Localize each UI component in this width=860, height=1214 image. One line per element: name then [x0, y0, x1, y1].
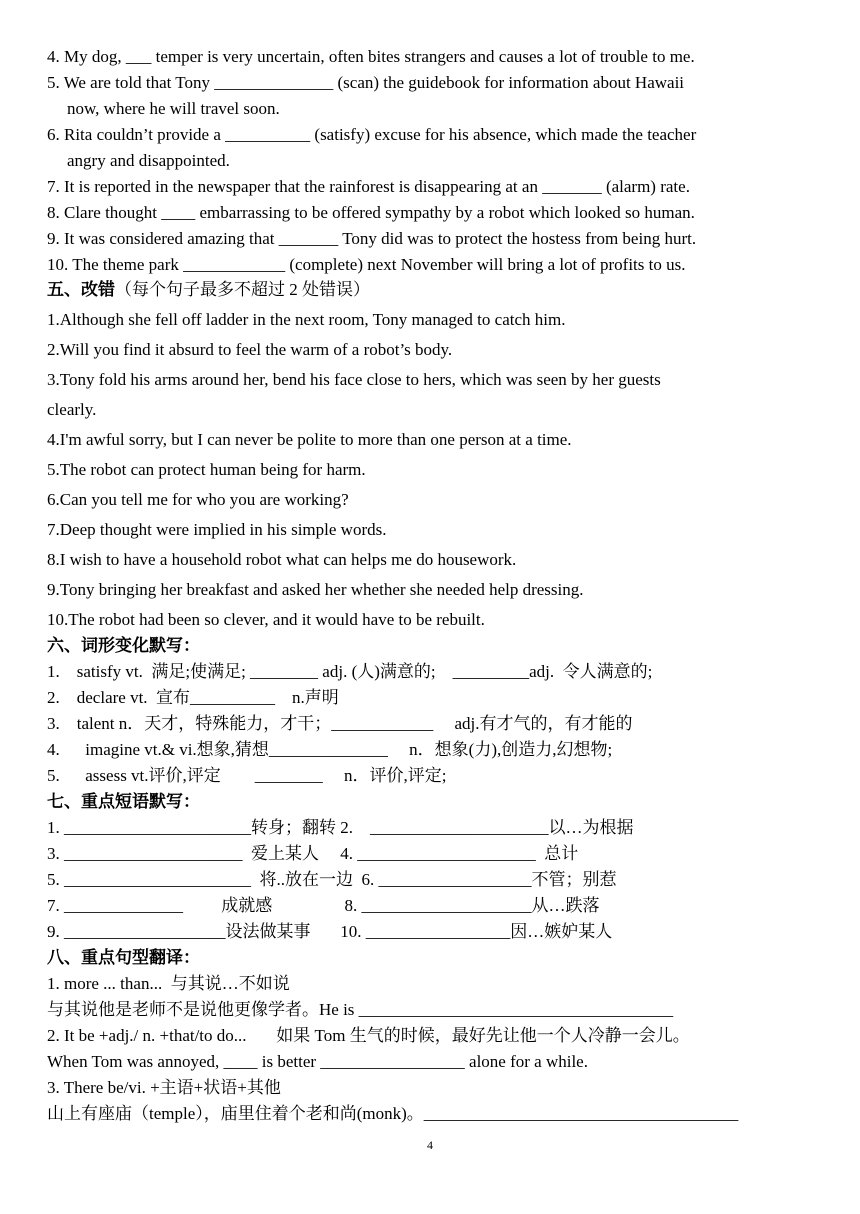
question-6: 6. Rita couldn’t provide a __________ (satisfy) excuse for his absence, which made the teacher: [47, 125, 697, 144]
page-number: 4: [427, 1138, 433, 1152]
phrase-row: 3. _____________________ 爱上某人 4. _____________________ 总计: [47, 844, 579, 863]
correction-item: 10.The robot had been so clever, and it would have to be rebuilt.: [47, 610, 485, 629]
correction-item: 6.Can you tell me for who you are working?: [47, 490, 349, 509]
correction-item: 5.The robot can protect human being for harm.: [47, 460, 366, 479]
section-8-heading: 八、重点句型翻译：: [47, 948, 200, 967]
correction-item: 7.Deep thought were implied in his simple words.: [47, 520, 387, 539]
correction-item: 3.Tony fold his arms around her, bend his face close to hers, which was seen by her guests: [47, 370, 661, 389]
phrase-row: 1. ______________________转身；翻转 2. _____________________以…为根据: [47, 818, 634, 837]
section-5-note: （每个句子最多不超过 2 处错误）: [115, 280, 370, 299]
word-form-item: 5. assess vt.评价,评定 ________ n．评价,评定;: [47, 766, 447, 785]
question-5-cont: now, where he will travel soon.: [67, 99, 280, 118]
pattern-line: 3. There be/vi. +主语+状语+其他: [47, 1078, 281, 1097]
correction-item: 9.Tony bringing her breakfast and asked her whether she needed help dressing.: [47, 580, 584, 599]
correction-item: 1.Although she fell off ladder in the next room, Tony managed to catch him.: [47, 310, 566, 329]
correction-item-cont: clearly.: [47, 400, 97, 419]
section-5-title: 五、改错: [47, 280, 115, 299]
pattern-line: 1. more ... than... 与其说…不如说: [47, 974, 290, 993]
word-form-item: 1. satisfy vt. 满足;使满足; ________ adj. (人)满意的; _________adj. 令人满意的;: [47, 662, 653, 681]
question-8: 8. Clare thought ____ embarrassing to be offered sympathy by a robot which looked so human.: [47, 203, 695, 222]
question-5: 5. We are told that Tony ______________ (scan) the guidebook for information about Hawaii: [47, 73, 685, 92]
phrase-row: 7. ______________ 成就感 8. ____________________从…跌落: [47, 896, 600, 915]
pattern-line: 与其说他是老师不是说他更像学者。He is _____________________________________: [47, 1000, 674, 1019]
question-6-cont: angry and disappointed.: [67, 151, 230, 170]
correction-item: 2.Will you find it absurd to feel the warm of a robot’s body.: [47, 340, 453, 359]
question-10: 10. The theme park ____________ (complete) next November will bring a lot of profits to us.: [47, 255, 686, 274]
phrase-row: 9. ___________________设法做某事 10. _________________因…嫉妒某人: [47, 922, 613, 941]
question-9: 9. It was considered amazing that _______ Tony did was to protect the hostess from being hurt.: [47, 229, 697, 248]
word-form-item: 3. talent n．天才，特殊能力，才干；____________ adj.有才气的，有才能的: [47, 714, 633, 733]
pattern-line: 山上有座庙（temple），庙里住着个老和尚(monk)。_____________________________________: [47, 1104, 739, 1123]
pattern-line: When Tom was annoyed, ____ is better _________________ alone for a while.: [47, 1052, 588, 1071]
section-7-heading: 七、重点短语默写：: [47, 792, 200, 811]
word-form-item: 2. declare vt. 宣布__________ n.声明: [47, 688, 339, 707]
pattern-line: 2. It be +adj./ n. +that/to do... 如果 Tom 生气的时候，最好先让他一个人冷静一会儿。: [47, 1026, 690, 1045]
word-form-item: 4. imagine vt.& vi.想象,猜想______________ n．想象(力),创造力,幻想物;: [47, 740, 613, 759]
correction-item: 4.I'm awful sorry, but I can never be polite to more than one person at a time.: [47, 430, 572, 449]
section-6-heading: 六、词形变化默写：: [47, 636, 200, 655]
section-5-heading: [47, 279, 370, 301]
question-4: 4. My dog, ___ temper is very uncertain, often bites strangers and causes a lot of trouble to me.: [47, 47, 695, 66]
question-7: 7. It is reported in the newspaper that the rainforest is disappearing at an _______ (alarm) rate.: [47, 177, 690, 196]
phrase-row: 5. ______________________ 将..放在一边 6. __________________不管；别惹: [47, 870, 617, 889]
correction-item: 8.I wish to have a household robot what can helps me do housework.: [47, 550, 517, 569]
